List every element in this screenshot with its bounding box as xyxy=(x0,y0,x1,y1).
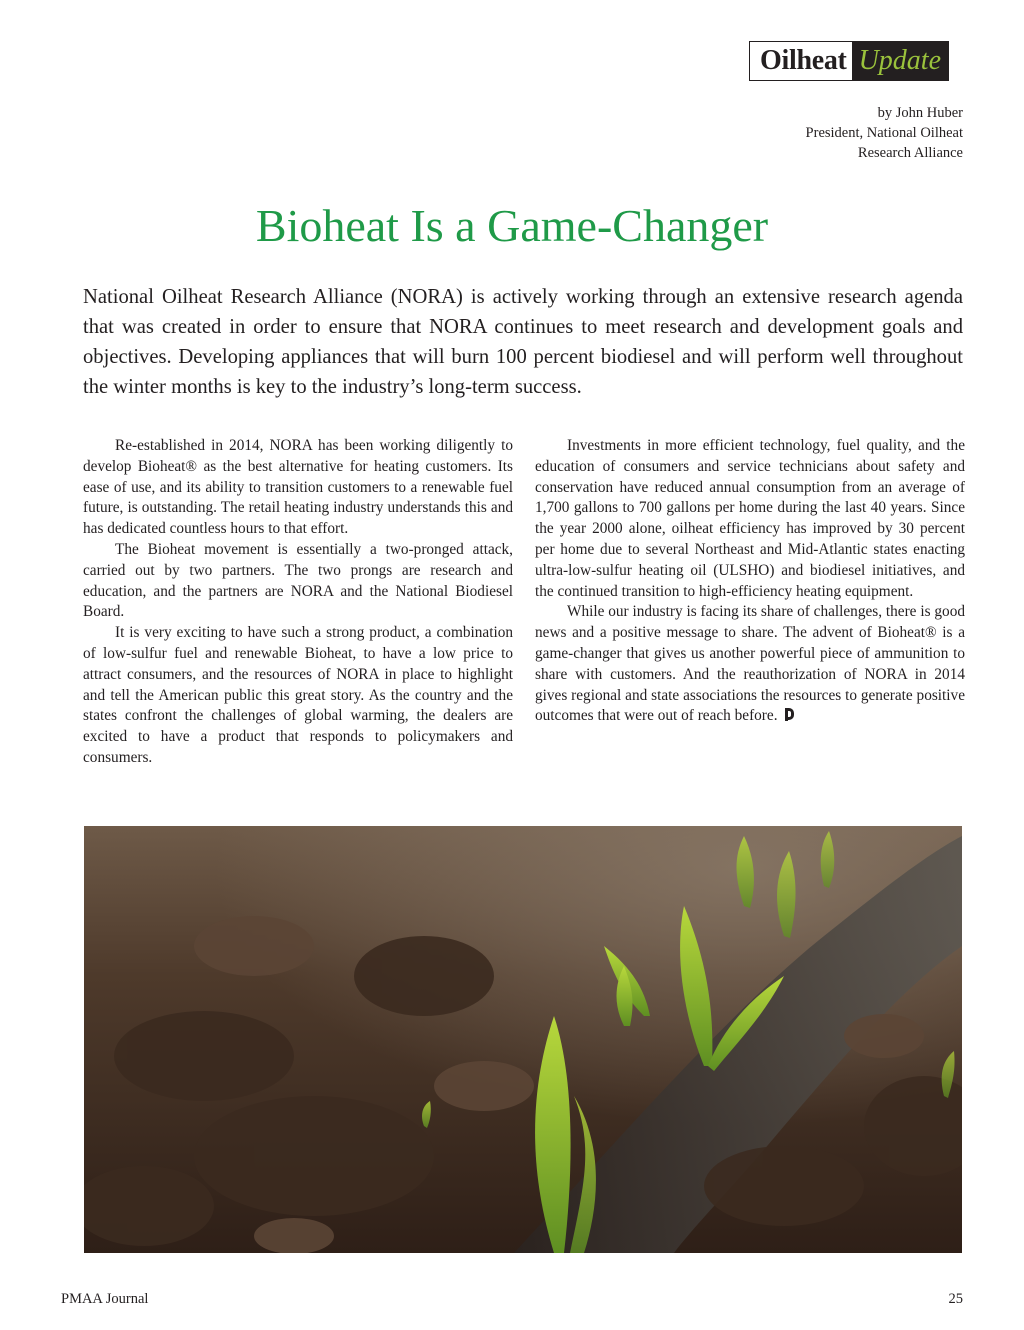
byline xyxy=(806,103,963,163)
byline-title: President, National Oilheat xyxy=(805,125,963,141)
body-paragraph-last xyxy=(535,602,965,727)
byline-author: by John Huber xyxy=(877,105,963,121)
body-paragraph: Investments in more efficient technology, fuel quality, and the education of consumers and service technicians about safety and conservation have reduced annual consumption from an average of 1,700 gallons to 700 gallons per home during the last 40 years. Since the year 2000 alone, oilheat efficiency has improved by 30 percent per home due to several Northeast and Mid-Atlantic states enacting ultra-low-sulfur heating oil (ULSHO) and biodiesel initiatives, and the continued transition to high-efficiency heating equipment. xyxy=(535,437,965,600)
body-paragraph: It is very exciting to have such a strong product, a combination of low-sulfur fuel and renewable Bioheat, to have a low price to attract consumers, and the resources of NORA in place to highlight and tell the American public this great story. As the country and the states confront the challenges of global warming, the dealers are excited to have a product that responds to policymakers and consumers. xyxy=(83,624,513,766)
footer-page-number: 25 xyxy=(948,1291,963,1307)
article-title: Bioheat Is a Game-Changer xyxy=(255,200,769,251)
right-column xyxy=(535,436,965,727)
masthead-word-update: Update xyxy=(852,42,948,80)
end-of-article-mark-icon xyxy=(784,708,795,721)
article-intro: National Oilheat Research Alliance (NORA) is actively working through an extensive research agenda that was created in order to ensure that NORA continues to meet research and development goals and objectives. Developing appliances that will burn 100 percent biodiesel and will perform well throughout the winter months is key to the industry’s long-term success. xyxy=(83,286,963,398)
footer-publication: PMAA Journal xyxy=(61,1291,149,1307)
body-paragraph: Re-established in 2014, NORA has been working diligently to develop Bioheat® as the best alternative for heating customers. Its ease of use, and its ability to transition customers to a renewable fuel future, is outstanding. The retail heating industry understands this and has dedicated countless hours to that effort. xyxy=(83,437,513,538)
body-paragraph: The Bioheat movement is essentially a two-pronged attack, carried out by two partners. The two prongs are research and education, and the partners are NORA and the National Biodiesel Board. xyxy=(83,540,513,621)
body-paragraph-text: While our industry is facing its share of challenges, there is good news and a positive message to share. The advent of Bioheat® is a game-changer that gives us another powerful piece of ammunition to share with customers. And the reauthorization of NORA in 2014 gives regional and state associations the resources to generate positive outcomes that were out of reach before. xyxy=(535,603,965,725)
left-column xyxy=(83,436,513,769)
masthead-word-oilheat: Oilheat xyxy=(750,42,852,80)
seedlings-photo xyxy=(84,826,962,1253)
masthead-logo xyxy=(749,41,949,81)
byline-organization: Research Alliance xyxy=(857,145,963,161)
